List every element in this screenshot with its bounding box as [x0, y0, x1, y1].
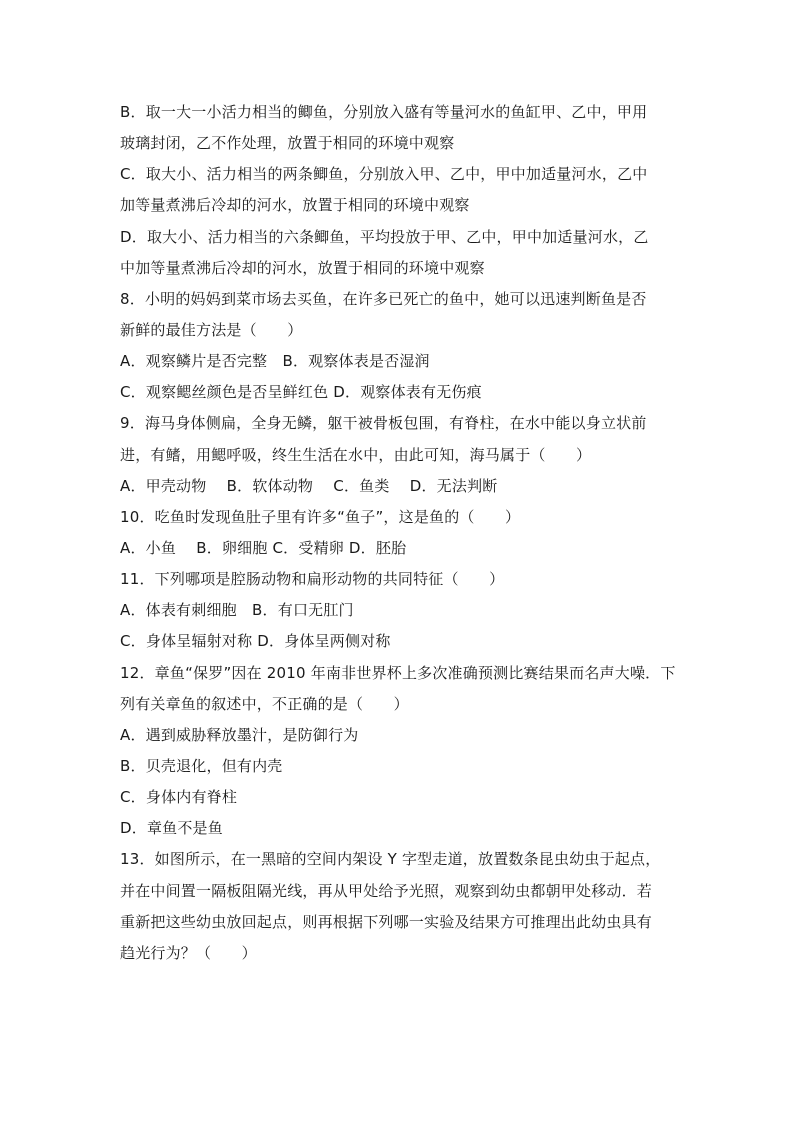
option-line: C．身体呈辐射对称 D．身体呈两侧对称 [120, 632, 391, 651]
option-line: A．小鱼 B．卵细胞 C．受精卵 D．胚胎 [120, 538, 407, 557]
question-11-line: 11．下列哪项是腔肠动物和扁形动物的共同特征（ ） [120, 570, 505, 589]
text-line: B．取一大一小活力相当的鲫鱼，分别放入盛有等量河水的鱼缸甲、乙中，甲用 [120, 103, 648, 121]
option-line: A．观察鳞片是否完整 B．观察体表是否湿润 [120, 352, 430, 371]
text-line: 列有关章鱼的叙述中，不正确的是（ ） [120, 694, 409, 713]
option-line: D．章鱼不是鱼 [120, 819, 223, 838]
text-line: 并在中间置一隔板阻隔光线，再从甲处给予光照，观察到幼虫都朝甲处移动．若 [120, 881, 653, 900]
option-line: B．贝壳退化，但有内壳 [120, 756, 283, 775]
question-9-line: 9．海马身体侧扁，全身无鳞，躯干被骨板包围，有脊柱，在水中能以身立状前 [120, 414, 647, 433]
option-line: A．甲壳动物 B．软体动物 C．鱼类 D．无法判断 [120, 476, 498, 495]
text-line: 加等量煮沸后冷却的河水，放置于相同的环境中观察 [120, 196, 470, 215]
text-line: 中加等量煮沸后冷却的河水，放置于相同的环境中观察 [120, 258, 485, 277]
question-12-line: 12．章鱼“保罗”因在 2010 年南非世界杯上多次准确预测比赛结果而名声大噪．下 [120, 663, 676, 682]
option-line: C．观察鳃丝颜色是否呈鲜红色 D．观察体表有无伤痕 [120, 383, 482, 402]
option-line: A．体表有刺细胞 B．有口无肛门 [120, 601, 354, 620]
text-line: C．取大小、活力相当的两条鲫鱼，分别放入甲、乙中，甲中加适量河水，乙中 [120, 165, 648, 184]
question-text-block [120, 97, 676, 969]
text-line: 新鲜的最佳方法是（ ） [120, 320, 303, 339]
text-line: 重新把这些幼虫放回起点，则再根据下列哪一实验及结果方可推理出此幼虫具有 [120, 912, 653, 931]
text-line: 玻璃封闭，乙不作处理，放置于相同的环境中观察 [120, 134, 455, 153]
option-line: A．遇到威胁释放墨汁，是防御行为 [120, 725, 359, 744]
text-line: 进，有鳍，用鳃呼吸，终生生活在水中，由此可知，海马属于（ ） [120, 445, 592, 464]
question-8-line: 8．小明的妈妈到菜市场去买鱼，在许多已死亡的鱼中，她可以迅速判断鱼是否 [120, 289, 647, 308]
question-10-line: 10．吃鱼时发现鱼肚子里有许多“鱼子”，这是鱼的（ ） [120, 507, 521, 526]
text-line: 趋光行为？（ ） [120, 943, 257, 962]
text-line: D．取大小、活力相当的六条鲫鱼，平均投放于甲、乙中，甲中加适量河水，乙 [120, 227, 649, 246]
question-13-line: 13．如图所示，在一黑暗的空间内架设 Y 字型走道，放置数条昆虫幼虫于起点， [120, 850, 661, 869]
option-line: C．身体内有脊柱 [120, 788, 238, 807]
